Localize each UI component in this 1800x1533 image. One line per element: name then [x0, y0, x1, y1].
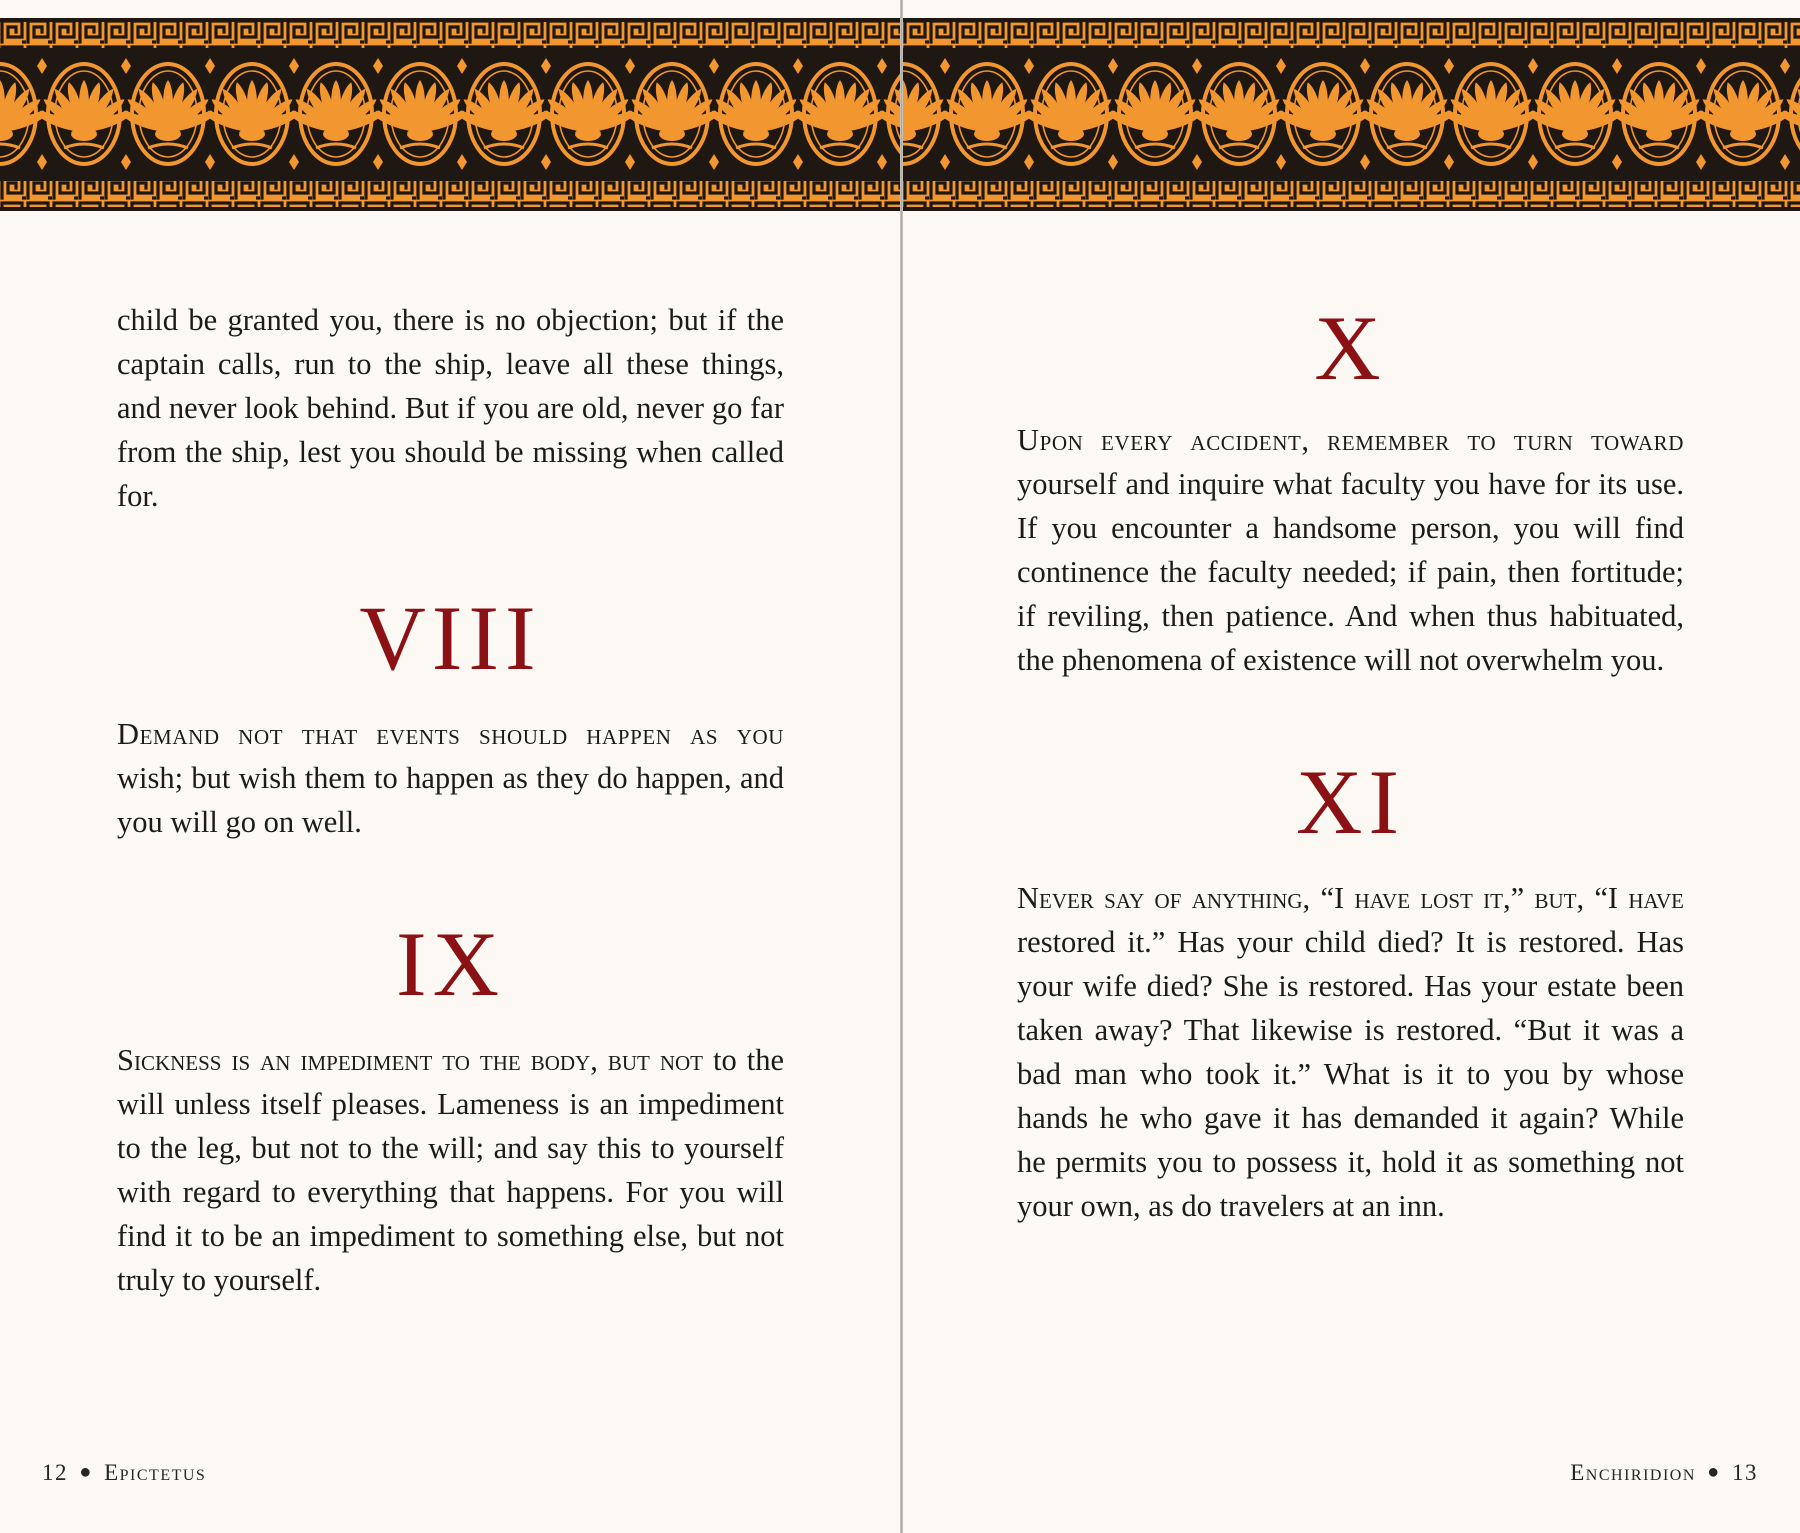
running-head: Epictetus [104, 1460, 207, 1485]
section-xi-lead: Never say of anything, “I have lost it,” but, “I have [1017, 881, 1684, 915]
left-folio [42, 1460, 206, 1486]
section-viii-lead: Demand not that events should happen as you [117, 717, 784, 751]
section-xi-paragraph [1017, 876, 1684, 1228]
section-viii-text: wish; but wish them to happen as they do happen, and you will go on well. [117, 761, 784, 839]
right-folio [1570, 1460, 1758, 1486]
greek-border-graphic [0, 18, 901, 211]
greek-key-border [0, 18, 901, 211]
section-xi-text: restored it.” Has your child died? It is restored. Has your wife died? She is restored. Has your estate been taken away? That likewise is restored. “But it was a bad man who took it.” What is it to you by whose hands he who gave it has demanded it again? While he permits you to possess it, hold it as something not your own, as do travelers at an inn. [1017, 925, 1684, 1223]
continuation-paragraph: child be granted you, there is no objection; but if the captain calls, run to the ship, leave all these things, and never look behind. But if you are old, never go far from the ship, lest you should be missing when called for. [117, 303, 784, 513]
section-ix-lead: Sickness is an impediment to the body, but not [117, 1043, 704, 1077]
greek-key-border [903, 18, 1800, 211]
section-x-paragraph [1017, 418, 1684, 682]
section-numeral-xi: XI [1295, 751, 1406, 853]
folio-bullet: ● [79, 1461, 93, 1483]
section-x-text: yourself and inquire what faculty you have for its use. If you encounter a handsome person, you will find continence the faculty needed; if pain, then fortitude; if reviling, then patience. And when thus habituated, the phenomena of existence will not overwhelm you. [1017, 467, 1684, 677]
running-head: Enchiridion [1570, 1460, 1696, 1485]
section-numeral-x: X [1314, 297, 1387, 399]
section-ix-text: to the will unless itself pleases. Lameness is an impediment to the leg, but not to the will; and say this to yourself with regard to everything that happens. For you will find it to be an impediment to something else, but not truly to yourself. [117, 1043, 784, 1297]
left-text-column [117, 298, 784, 1302]
folio-bullet: ● [1707, 1461, 1721, 1483]
page-number: 12 [42, 1460, 68, 1485]
greek-border-graphic [903, 18, 1800, 211]
section-viii-paragraph [117, 712, 784, 844]
page-number: 13 [1732, 1460, 1758, 1485]
right-page [903, 0, 1800, 1533]
right-text-column [1017, 298, 1684, 1228]
section-numeral-ix: IX [395, 913, 506, 1015]
section-x-lead: Upon every accident, remember to turn toward [1017, 423, 1684, 457]
section-numeral-viii: VIII [359, 587, 542, 689]
section-ix-paragraph [117, 1038, 784, 1302]
